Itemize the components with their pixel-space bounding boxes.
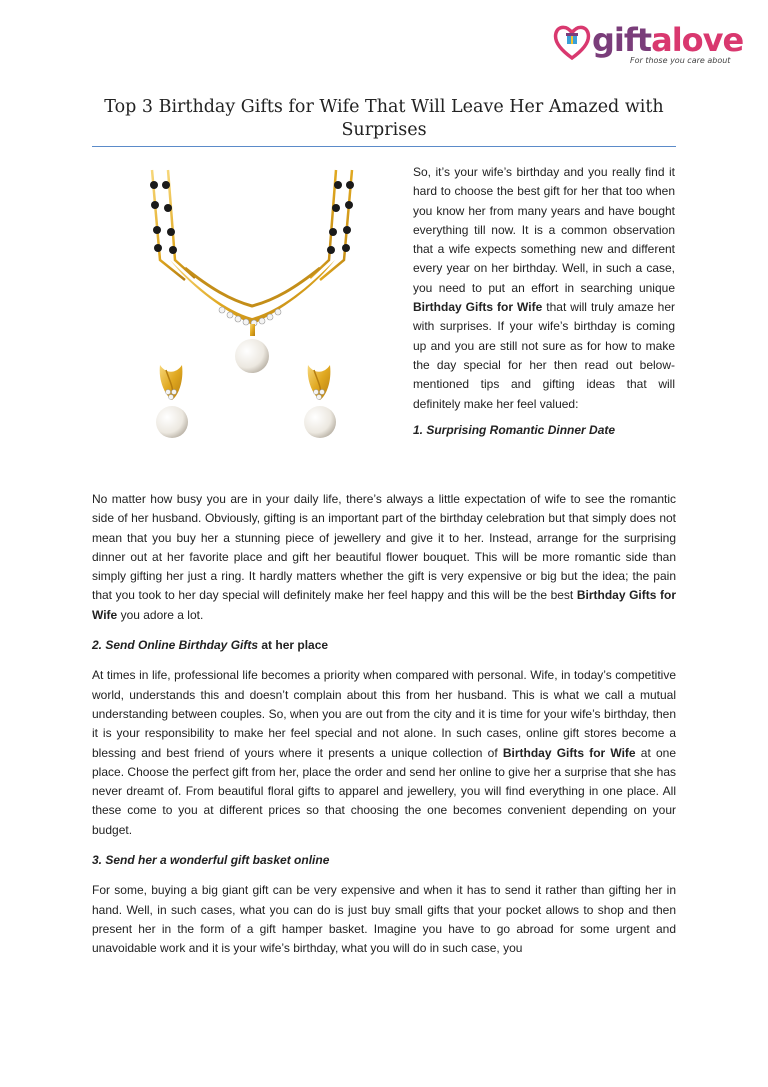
section2-text-part2: at one place. Choose the perfect gift from her, place the order and send her online to give her a surprise that she has never dreamt of. From beautiful floral gifts to apparel and jewellery, you will find everything in one place. All these come to you at different prices so that choosing the one becomes convenient depending on your budget. <box>92 745 676 837</box>
section3-heading <box>92 851 676 870</box>
section1-paragraph <box>92 490 676 625</box>
section1-text-part2: you adore a lot. <box>117 607 204 622</box>
logo-wordmark-part2: alove <box>651 21 744 59</box>
logo-wordmark <box>592 20 743 60</box>
intro-paragraph <box>413 163 675 414</box>
section3-paragraph <box>92 881 676 958</box>
intro-text-part2: that will truly amaze her with surprises. If your wife’s birthday is coming up and you are still not sure as for how to make the day special for her then read out below-mentioned tips and gifting ideas that will definitely make her feel valued: <box>413 300 675 411</box>
section3-heading-text: 3. Send her a wonderful gift basket online <box>92 853 330 868</box>
intro-text-part1: So, it’s your wife’s birthday and you really find it hard to choose the best gift for her that too when you know her from many years and have bought everything till now. It is a common observation that a wife expects something new and different every year on her birthday. Well, in such a case, you need to put an effort in searching unique <box>413 165 675 295</box>
giftalove-logo[interactable] <box>552 20 752 72</box>
section2-keyword: Birthday Gifts for Wife <box>502 745 636 760</box>
title-divider <box>92 146 676 147</box>
section1-heading <box>413 421 675 440</box>
section2-paragraph <box>92 666 676 840</box>
intro-column <box>413 163 675 440</box>
heart-gift-icon <box>552 22 592 62</box>
section3-text-part1: For some, buying a big giant gift can be very expensive and when it has to send it rather than gifting her in hand. Well, in such cases, what you can do is just buy small gifts that your pocket allows to shop and then present her in the form of a gift hamper basket. Imagine you have to go abroad for some urgent and unavoidable work and it is your wife’s birthday, what you will do in such case, you <box>92 883 676 956</box>
logo-tagline: For those you care about <box>630 56 731 65</box>
logo-wordmark-part1: gift <box>592 21 652 59</box>
section1-heading-text: 1. Surprising Romantic Dinner Date <box>413 422 616 437</box>
mangalsutra-jewellery-image <box>130 160 380 460</box>
section1-text-part1: No matter how busy you are in your daily life, there’s always a little expectation of wife to see the romantic side of her husband. Obviously, gifting is an important part of the birthday celebration but that simply does not mean that you buy her a stunning piece of jewellery and give it to her. Instead, arrange for the surprising dinner out at her favorite place and gift her beautiful flower bouquet. This will be more romantic side than simply gifting her just a ring. It hardly matters whether the gift is very expensive or big but the idea; the pain that you took to her day special will definitely make her feel happy and this will be the best <box>92 492 676 603</box>
intro-keyword: Birthday Gifts for Wife <box>413 300 543 315</box>
section1-keyword: Birthday Gifts for Wife <box>92 588 676 622</box>
section2-heading <box>92 636 676 655</box>
article-body <box>92 490 676 970</box>
section2-heading-text: 2. Send Online Birthday Gifts <box>92 638 259 653</box>
page-title: Top 3 Birthday Gifts for Wife That Will Leave Her Amazed with Surprises <box>104 97 664 140</box>
section2-text-part1: At times in life, professional life becomes a priority when compared with personal. Wife, in today’s competitive world, understands this and doesn’t complain about this from her husband. This is what we call a mutual understanding between couples. So, when you are out from the city and it is time for your wife’s birthday, then it is your responsibility to make her feel special and not alone. In such cases, online gift stores become a blessing and best friend of yours where it presents a unique collection of <box>92 668 676 760</box>
section2-heading-suffix: at her place <box>258 638 329 653</box>
